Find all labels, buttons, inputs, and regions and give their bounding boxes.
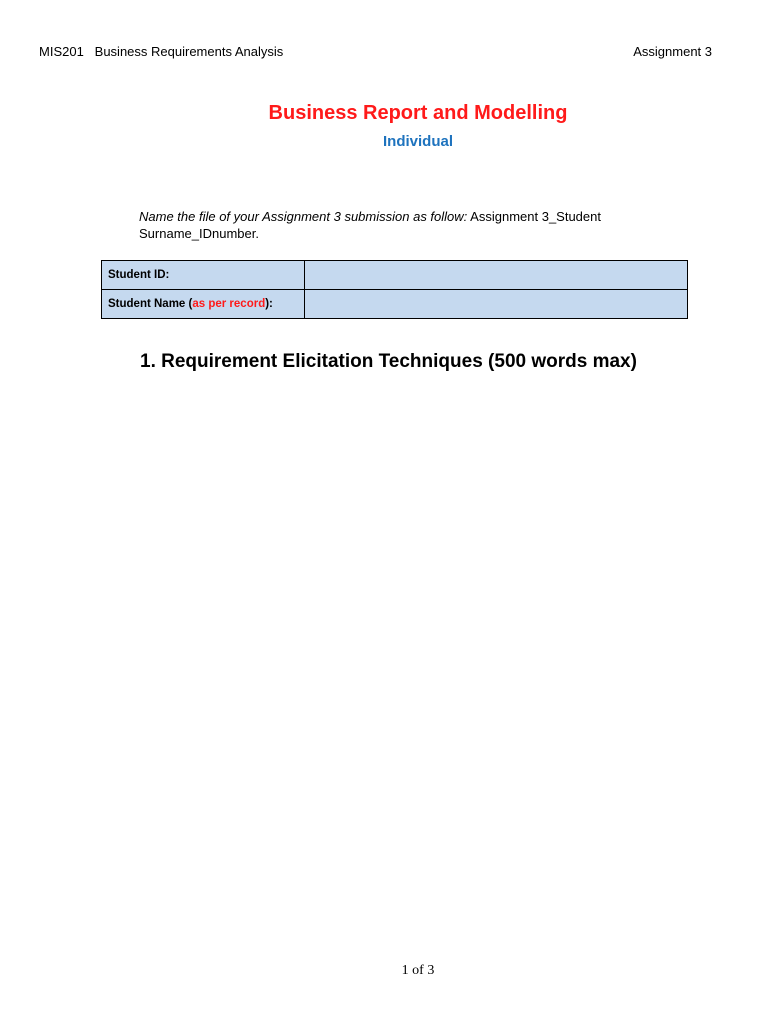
student-id-value[interactable] — [305, 261, 688, 290]
student-id-row — [102, 261, 688, 290]
section-heading: 1. Requirement Elicitation Techniques (500 words max) — [140, 351, 637, 372]
instruction-italic: Name the file of your Assignment 3 submission as follow: — [139, 209, 468, 224]
course-code: MIS201 — [39, 44, 84, 59]
student-name-label — [102, 290, 305, 319]
page-header-left — [39, 44, 283, 59]
student-name-value[interactable] — [305, 290, 688, 319]
file-naming-instruction — [139, 208, 669, 242]
student-name-row — [102, 290, 688, 319]
assignment-label: Assignment 3 — [633, 44, 712, 59]
course-name: Business Requirements Analysis — [94, 44, 284, 59]
document-subtitle: Individual — [382, 133, 453, 150]
instruction-filename: Assignment 3_Student Surname_IDnumber. — [139, 209, 601, 241]
student-id-label: Student ID: — [102, 261, 305, 290]
student-name-label-prefix: Student Name ( — [108, 298, 193, 310]
as-per-record-note: as per record — [192, 298, 266, 310]
page-number: 1 of 3 — [401, 963, 435, 978]
document-title: Business Report and Modelling — [268, 102, 568, 124]
student-info-table — [101, 260, 688, 319]
student-name-label-suffix: ): — [265, 298, 273, 310]
